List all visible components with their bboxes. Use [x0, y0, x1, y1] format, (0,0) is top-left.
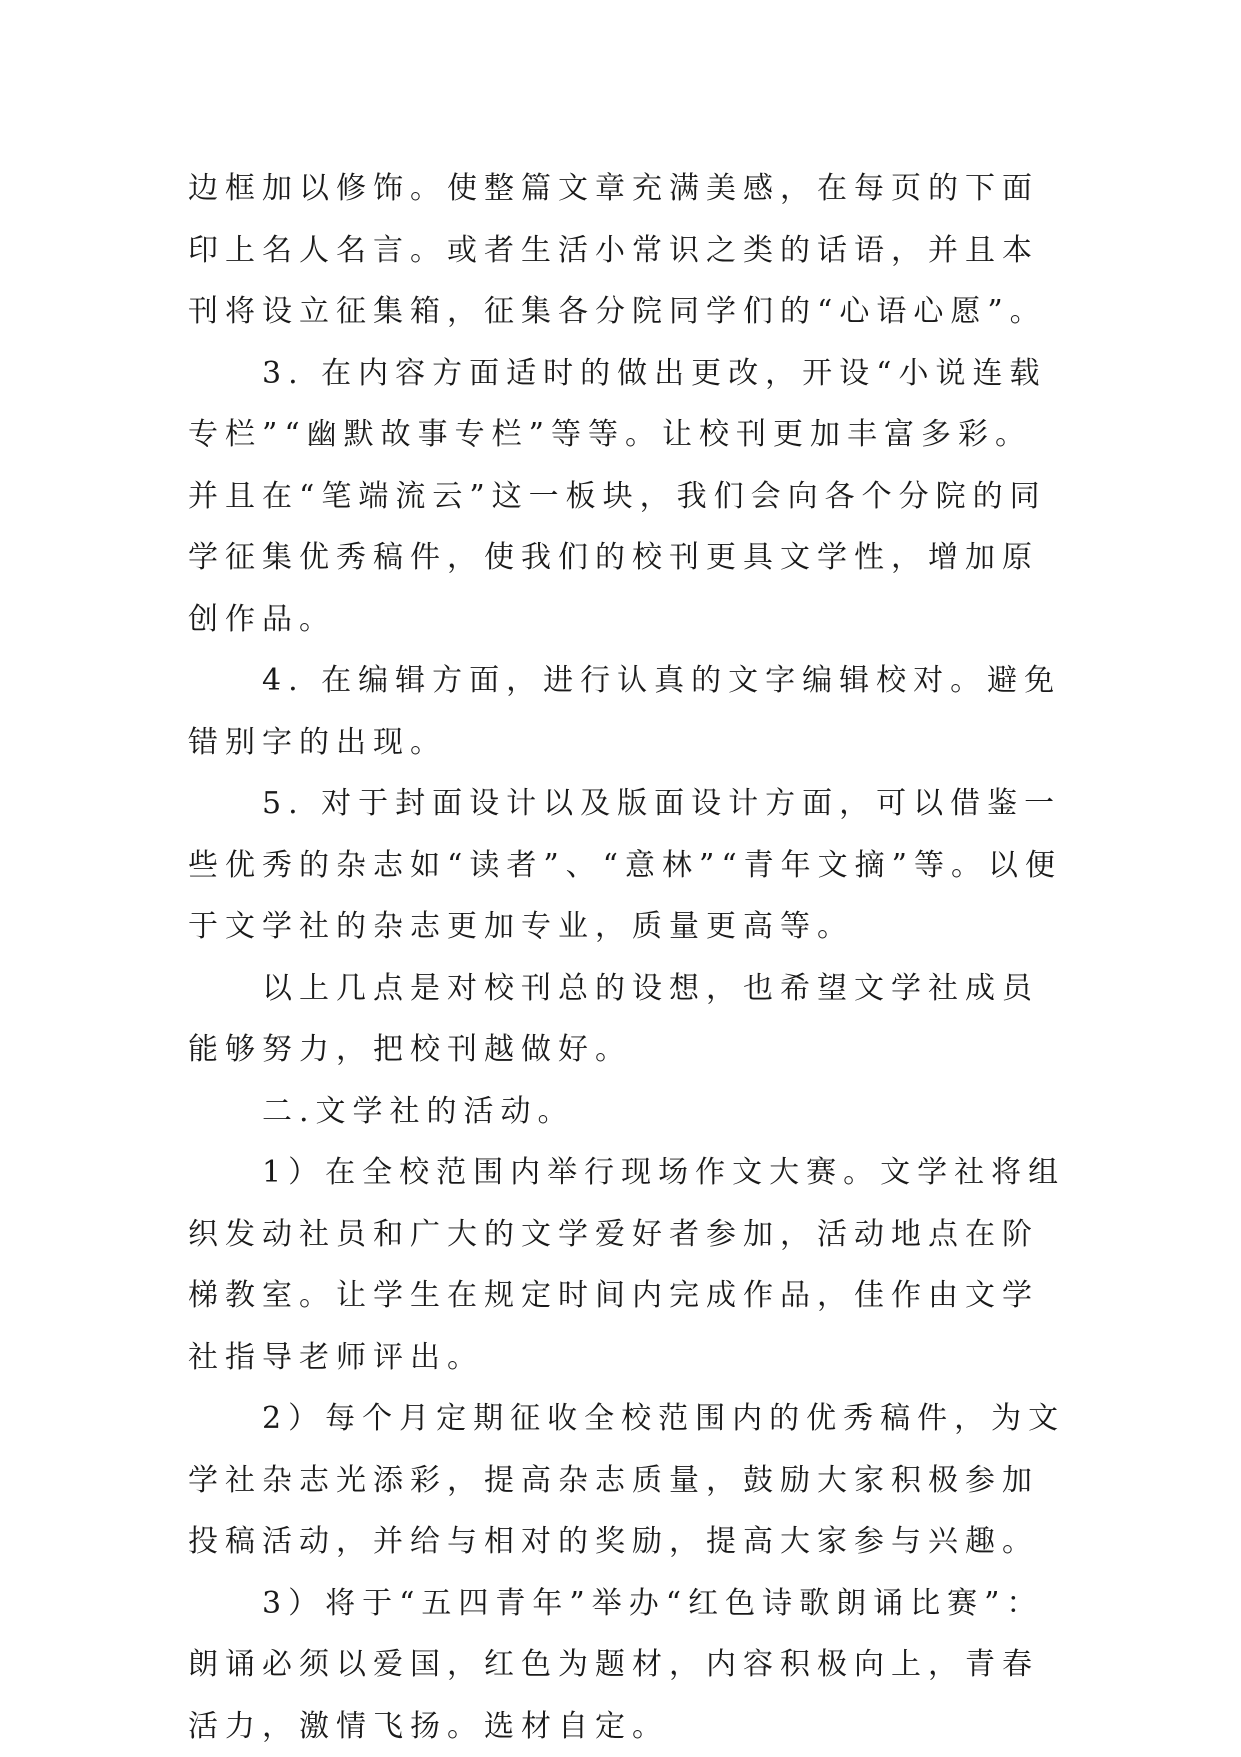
body-text — [188, 158, 1068, 1757]
paragraph-item-3-content: 3. 在内容方面适时的做出更改，开设“小说连载专栏”“幽默故事专栏”等等。让校刊更加丰富多彩。并且在“笔端流云”这一板块，我们会向各个分院的同学征集优秀稿件，使我们的校刊更具文学性，增加原创作品。 — [188, 343, 1068, 651]
section-heading-activities: 二.文学社的活动。 — [188, 1081, 1068, 1143]
paragraph-activity-3: 3）将于“五四青年”举办“红色诗歌朗诵比赛”：朗诵必须以爱国，红色为题材，内容积极向上，青春活力，激情飞扬。选材自定。 — [188, 1573, 1068, 1757]
paragraph-summary: 以上几点是对校刊总的设想，也希望文学社成员能够努力，把校刊越做好。 — [188, 958, 1068, 1081]
paragraph-activity-2: 2）每个月定期征收全校范围内的优秀稿件，为文学社杂志光添彩，提高杂志质量，鼓励大家积极参加投稿活动，并给与相对的奖励，提高大家参与兴趣。 — [188, 1388, 1068, 1573]
paragraph-activity-1: 1）在全校范围内举行现场作文大赛。文学社将组织发动社员和广大的文学爱好者参加，活动地点在阶梯教室。让学生在规定时间内完成作品，佳作由文学社指导老师评出。 — [188, 1142, 1068, 1388]
paragraph-item-5-design: 5. 对于封面设计以及版面设计方面，可以借鉴一些优秀的杂志如“读者”、“意林”“青年文摘”等。以便于文学社的杂志更加专业，质量更高等。 — [188, 773, 1068, 958]
paragraph-item-4-editing: 4. 在编辑方面，进行认真的文字编辑校对。避免错别字的出现。 — [188, 650, 1068, 773]
paragraph-cover-decoration: 边框加以修饰。使整篇文章充满美感，在每页的下面印上名人名言。或者生活小常识之类的话语，并且本刊将设立征集箱，征集各分院同学们的“心语心愿”。 — [188, 158, 1068, 343]
